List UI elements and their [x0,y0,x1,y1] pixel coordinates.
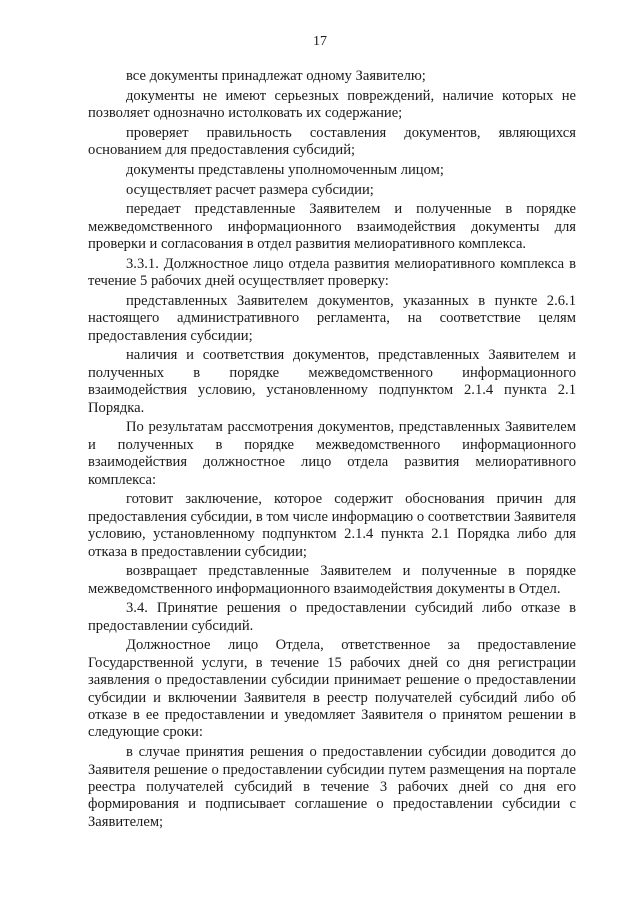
paragraph: 3.3.1. Должностное лицо отдела развития мелиоративного комплекса в течение 5 рабочих дней осуществляет проверку: [88,255,576,290]
section-heading: 3.4. Принятие решения о предоставлении субсидий либо отказе в предоставлении субсидий. [88,600,576,634]
paragraph: проверяет правильность составления документов, являющихся основанием для предоставления субсидий; [88,124,576,159]
paragraph: наличия и соответствия документов, представленных Заявителем и полученных в порядке межведомственного информационного взаимодействия условию, установленному подпунктом 2.1.4 пункта 2.1 Порядка. [88,347,576,416]
paragraph: Должностное лицо Отдела, ответственное за предоставление Государственной услуги, в течение 15 рабочих дней со дня регистрации заявления о предоставлении субсидии принимает решение о предоставлении субсидии и включении Заявителя в реестр получателей субсидий либо об отказе в ее предоставлении и уведомляет Заявителя о принятом решении в следующие сроки: [88,637,576,741]
paragraph: готовит заключение, которое содержит обоснования причин для предоставления субсидии, в том числе информацию о соответствии Заявителя условию, установленному подпунктом 2.1.4 пункта 2.1 Порядка либо для отказа в предоставлении субсидии; [88,491,576,560]
paragraph: представленных Заявителем документов, указанных в пункте 2.6.1 настоящего административного регламента, на соответствие целям предоставления субсидии; [88,292,576,344]
paragraph: документы не имеют серьезных повреждений, наличие которых не позволяет однозначно истолковать их содержание; [88,87,576,122]
paragraph: передает представленные Заявителем и полученные в порядке межведомственного информационного взаимодействия документы для проверки и согласования в отдел развития мелиоративного комплекса. [88,201,576,253]
paragraph: документы представлены уполномоченным лицом; [126,161,444,178]
paragraph: в случае принятия решения о предоставлении субсидии доводится до Заявителя решение о предоставлении субсидии путем размещения на портале реестра получателей субсидий в течение 3 рабочих дней со дня его формирования и подписывает соглашение о предоставлении субсидии с Заявителем; [88,744,576,830]
paragraph: все документы принадлежат одному Заявителю; [126,68,426,84]
paragraph: осуществляет расчет размера субсидии; [126,181,374,198]
document-body [88,68,576,834]
paragraph: По результатам рассмотрения документов, представленных Заявителем и полученных в порядке межведомственного информационного взаимодействия должностное лицо отдела развития мелиоративного комплекса: [88,419,576,488]
paragraph: возвращает представленные Заявителем и полученные в порядке межведомственного информационного взаимодействия документы в Отдел. [88,563,576,597]
page-number: 17 [313,34,327,49]
